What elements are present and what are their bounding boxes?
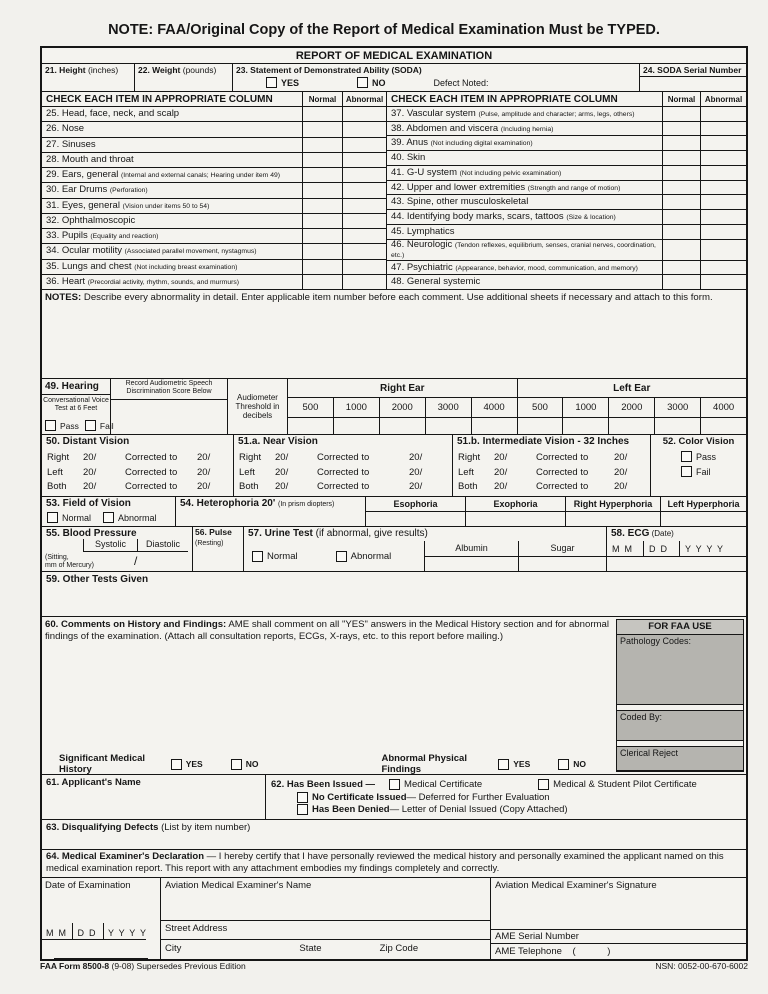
abnormal-check-cell[interactable] xyxy=(342,229,386,243)
item-row-38: 38. Abdomen and viscera (Including hernia) xyxy=(387,121,746,136)
intermediate-vision-label: 51.b. Intermediate Vision - 32 Inches xyxy=(457,436,630,447)
item-row-25: 25. Head, face, neck, and scalp xyxy=(42,107,386,121)
check-table-header xyxy=(42,91,746,106)
item-row-43: 43. Spine, other musculoskeletal xyxy=(387,194,746,209)
normal-check-cell[interactable] xyxy=(302,153,342,167)
notes-label: NOTES: xyxy=(45,292,82,303)
soda-label: 23. Statement of Demonstrated Ability (SODA) xyxy=(236,65,422,75)
freq-header: 2000 xyxy=(608,398,654,417)
color-vision-fail-checkbox[interactable] xyxy=(681,466,692,477)
soda-serial-field[interactable] xyxy=(639,64,746,91)
abnormal-check-cell[interactable] xyxy=(700,195,746,209)
defect-noted-label: Defect Noted: xyxy=(433,77,489,88)
distant-vision-label: 50. Distant Vision xyxy=(46,436,130,447)
normal-check-cell[interactable] xyxy=(662,107,700,121)
form-footer xyxy=(40,961,748,971)
fov-abnormal-checkbox[interactable] xyxy=(103,512,114,523)
exophoria-value-cell[interactable] xyxy=(466,512,565,526)
abnormal-check-cell[interactable] xyxy=(700,225,746,239)
normal-check-cell[interactable] xyxy=(302,168,342,182)
city-label: City xyxy=(165,943,182,954)
hearing-fail-checkbox[interactable] xyxy=(85,420,96,431)
medical-examination-form xyxy=(40,46,748,961)
check-header-left: CHECK EACH ITEM IN APPROPRIATE COLUMN xyxy=(46,93,273,105)
normal-check-cell[interactable] xyxy=(662,210,700,224)
comments-area[interactable]: 60. Comments on History and Findings: AME shall comment on all "YES" answers in the Medical History section and for abnormal findings of the examination. (Attach all consultation reports, ECGs, X-rays, etc. to this report before mailing.) Significant Medical History YES NO Abnormal Physical Findings YES NO xyxy=(42,617,616,774)
abnormal-check-cell[interactable] xyxy=(700,107,746,121)
item-row-41: 41. G-U system (Not including pelvic examination) xyxy=(387,165,746,180)
ecg-day-cell[interactable]: D D xyxy=(644,541,680,556)
disqualifying-defects-label: 63. Disqualifying Defects xyxy=(46,822,159,833)
vitals-section xyxy=(42,526,746,571)
normal-check-cell[interactable] xyxy=(662,136,700,150)
item-row-32: 32. Ophthalmoscopic xyxy=(42,213,386,228)
date-signature-line xyxy=(54,940,148,959)
city-state-zip-row[interactable] xyxy=(161,939,490,959)
ecg-year-cell[interactable]: Y Y Y Y xyxy=(685,543,724,554)
soda-serial-label: 24. SODA Serial Number xyxy=(640,64,746,77)
urine-test-cell: 57. Urine Test (if abnormal, give results) Normal Abnormal Albumin Sugar xyxy=(243,527,606,571)
exam-items-left xyxy=(42,107,386,289)
voice-test-label: Conversational Voice Test at 6 Feet xyxy=(43,397,109,413)
right-hyperphoria-value-cell[interactable] xyxy=(566,512,660,526)
denied-checkbox[interactable] xyxy=(297,804,308,815)
item-row-46: 46. Neurologic (Tendon reflexes, equilibrium, senses, cranial nerves, coordination, etc.) xyxy=(387,239,746,260)
examiner-name-address-cell xyxy=(160,878,490,959)
normal-check-cell[interactable] xyxy=(662,181,700,195)
normal-check-cell[interactable] xyxy=(302,138,342,152)
findings-yes-checkbox[interactable] xyxy=(498,759,509,770)
height-paren: (inches) xyxy=(88,65,119,75)
normal-check-cell[interactable] xyxy=(302,199,342,213)
near-vision-section[interactable]: 51.a. Near Vision Right 20/ Corrected to 20/ Left 20/ Corrected to 20/ Both 20/ Corrected to 20/ xyxy=(233,435,452,496)
exam-month-cell[interactable]: M M xyxy=(42,923,73,939)
soda-yes-label: YES xyxy=(281,77,300,88)
left-hyperphoria-value-cell[interactable] xyxy=(661,512,746,526)
heterophoria-cell[interactable]: 54. Heterophoria 20' (In prism diopters) xyxy=(175,497,365,526)
audiometer-value-cell[interactable] xyxy=(608,418,654,434)
albumin-value-cell[interactable] xyxy=(425,557,518,571)
zip-code-label: Zip Code xyxy=(379,943,419,954)
audiometer-value-cell[interactable] xyxy=(562,418,608,434)
freq-header: 2000 xyxy=(379,398,425,417)
state-label: State xyxy=(299,943,322,954)
date-of-examination-cell xyxy=(42,878,160,959)
abnormal-check-cell[interactable] xyxy=(342,214,386,228)
ecg-label: 58. ECG xyxy=(611,528,650,539)
hearing-pass-checkbox[interactable] xyxy=(45,420,56,431)
weight-paren: (pounds) xyxy=(182,65,217,75)
abnormal-check-cell[interactable] xyxy=(342,244,386,258)
clerical-reject-cell: Clerical Reject xyxy=(616,746,744,771)
form-number: FAA Form 8500-8 xyxy=(40,961,110,971)
audiometer-threshold-label: Audiometer Threshold in decibels xyxy=(227,379,287,434)
declaration-label: 64. Medical Examiner's Declaration xyxy=(46,851,205,862)
field-of-vision-cell: 53. Field of Vision Normal Abnormal xyxy=(42,497,175,526)
urine-abnormal-checkbox[interactable] xyxy=(336,551,347,562)
fields-row-21-24 xyxy=(42,63,746,91)
item-row-45: 45. Lymphatics xyxy=(387,224,746,239)
left-ear-header: Left Ear xyxy=(517,379,747,397)
applicant-issuance-row xyxy=(42,774,746,819)
vision-section xyxy=(42,434,746,496)
color-vision-label: 52. Color Vision xyxy=(662,436,735,447)
notes-section[interactable] xyxy=(42,289,746,378)
abnormal-check-cell[interactable] xyxy=(700,181,746,195)
date-of-examination-label: Date of Examination xyxy=(45,880,131,891)
audiometer-value-cell[interactable] xyxy=(471,418,517,434)
item-row-27: 27. Sinuses xyxy=(42,137,386,152)
exam-items-table xyxy=(42,106,746,289)
has-been-issued-label: 62. Has Been Issued — xyxy=(271,778,376,790)
abnormal-check-cell[interactable] xyxy=(700,166,746,180)
significant-history-label: Significant Medical History xyxy=(59,753,146,775)
normal-check-cell[interactable] xyxy=(302,107,342,121)
pathology-codes-cell: Pathology Codes: xyxy=(616,635,744,705)
abnormal-check-cell[interactable] xyxy=(700,240,746,260)
distant-vision-section[interactable]: 50. Distant Vision Right 20/ Corrected to 20/ Left 20/ Corrected to 20/ Both 20/ Corrected to 20/ xyxy=(42,435,233,496)
item-row-48: 48. General systemic xyxy=(387,274,746,289)
check-header-right: CHECK EACH ITEM IN APPROPRIATE COLUMN xyxy=(391,93,618,105)
audiometer-value-cell[interactable] xyxy=(287,418,333,434)
item-row-30: 30. Ear Drums (Perforation) xyxy=(42,182,386,197)
weight-label: 22. Weight xyxy=(138,65,181,75)
audiometer-value-cell[interactable] xyxy=(700,418,746,434)
blood-pressure-label: 55. Blood Pressure xyxy=(46,528,137,539)
comments-label: 60. Comments on History and Findings: xyxy=(45,619,227,630)
street-address-field[interactable]: Street Address xyxy=(161,920,490,939)
item-row-37: 37. Vascular system (Pulse, amplitude and character; arms, legs, others) xyxy=(387,107,746,121)
normal-check-cell[interactable] xyxy=(302,122,342,136)
sugar-value-cell[interactable] xyxy=(519,557,606,571)
field-of-vision-label: 53. Field of Vision xyxy=(46,498,131,509)
history-no-checkbox[interactable] xyxy=(231,759,242,770)
abnormal-check-cell[interactable] xyxy=(700,122,746,136)
item-row-35: 35. Lungs and chest (Not including breast examination) xyxy=(42,259,386,274)
ame-telephone-field[interactable]: AME Telephone ( ) xyxy=(491,943,746,959)
findings-summary-row: Significant Medical History YES NO Abnormal Physical Findings YES NO xyxy=(59,753,586,775)
abnormal-check-cell[interactable] xyxy=(342,260,386,274)
applicant-name-cell[interactable] xyxy=(42,775,265,819)
item-row-29: 29. Ears, general (Internal and external canals; Hearing under item 49) xyxy=(42,167,386,182)
examiner-signature-cell xyxy=(490,878,746,959)
other-tests-section[interactable] xyxy=(42,571,746,616)
item-row-44: 44. Identifying body marks, scars, tattoos (Size & location) xyxy=(387,209,746,224)
form-header-title: REPORT OF MEDICAL EXAMINATION xyxy=(295,49,493,62)
audiometer-value-cell[interactable] xyxy=(379,418,425,434)
applicant-name-label: 61. Applicant's Name xyxy=(46,777,141,788)
ecg-value-cell[interactable] xyxy=(607,557,746,571)
blood-pressure-cell xyxy=(42,527,192,571)
freq-header: 3000 xyxy=(654,398,700,417)
faa-use-header: FOR FAA USE xyxy=(617,620,743,635)
nsn-number: NSN: 0052-00-670-6002 xyxy=(655,961,748,971)
freq-header: 1000 xyxy=(333,398,379,417)
for-faa-use-box xyxy=(616,619,744,772)
normal-column-header: Normal xyxy=(302,92,342,106)
item-row-33: 33. Pupils (Equality and reaction) xyxy=(42,228,386,243)
urine-normal-checkbox[interactable] xyxy=(252,551,263,562)
freq-header: 4000 xyxy=(700,398,746,417)
freq-header: 4000 xyxy=(471,398,517,417)
right-hyperphoria-column: Right Hyperphoria xyxy=(565,497,660,526)
audiometer-value-cell[interactable] xyxy=(425,418,471,434)
abnormal-check-cell[interactable] xyxy=(342,138,386,152)
right-ear-header: Right Ear xyxy=(287,379,517,397)
blood-pressure-value-cell[interactable]: (Sitting, mm of Mercury) / xyxy=(45,553,138,570)
speech-discrimination-label: Record Audiometric Speech Discrimination Score Below xyxy=(111,379,227,400)
normal-check-cell[interactable] xyxy=(662,240,700,260)
normal-column-header: Normal xyxy=(662,92,700,106)
ame-serial-number-field[interactable]: AME Serial Number xyxy=(491,929,746,943)
item-row-31: 31. Eyes, general (Vision under items 50 to 54) xyxy=(42,198,386,213)
item-row-28: 28. Mouth and throat xyxy=(42,152,386,167)
systolic-header: Systolic xyxy=(83,539,137,551)
albumin-column: Albumin xyxy=(424,541,518,571)
height-label: 21. Height xyxy=(45,65,86,75)
item-row-26: 26. Nose xyxy=(42,121,386,136)
abnormal-findings-label: Abnormal Physical Findings xyxy=(381,753,467,775)
abnormal-check-cell[interactable] xyxy=(342,199,386,213)
notes-instructions: Describe every abnormality in detail. Enter applicable item number before each comment. Use additional sheets if necessary and attach to this form. xyxy=(81,292,713,303)
soda-no-checkbox[interactable] xyxy=(357,77,368,88)
form-edition: (9-08) Supersedes Previous Edition xyxy=(109,961,246,971)
exam-day-cell[interactable]: D D xyxy=(73,923,104,939)
examiner-declaration-section: 64. Medical Examiner's Declaration — I hereby certify that I have personally reviewed the medical history and personally examined the applicant named on this medical examination report. This report with any attachment embodies my findings completely and correctly. Date of Examination M M D D Y Y Y Y Aviation Medical Examiner's Name Street Address City State Zip Code Aviation Medical Examiner's Signature AME Serial Number AME Telephone ( ) xyxy=(42,849,746,959)
weight-field[interactable] xyxy=(134,64,232,91)
abnormal-check-cell[interactable] xyxy=(700,151,746,165)
normal-check-cell[interactable] xyxy=(302,229,342,243)
urine-test-label: 57. Urine Test xyxy=(248,528,313,539)
color-vision-pass-checkbox[interactable] xyxy=(681,451,692,462)
audiometer-value-cell[interactable] xyxy=(333,418,379,434)
intermediate-vision-section[interactable]: 51.b. Intermediate Vision - 32 Inches Right 20/ Corrected to 20/ Left 20/ Corrected to 20/ Both 20/ Corrected to 20/ xyxy=(452,435,650,496)
findings-no-checkbox[interactable] xyxy=(558,759,569,770)
soda-yes-checkbox[interactable] xyxy=(266,77,277,88)
no-certificate-checkbox[interactable] xyxy=(297,792,308,803)
hearing-voice-test: 49. Hearing Conversational Voice Test at 6 Feet Pass Fail xyxy=(43,381,114,431)
hearing-label: 49. Hearing xyxy=(42,379,110,395)
coded-by-cell: Coded By: xyxy=(616,710,744,740)
esophoria-value-cell[interactable] xyxy=(366,512,465,526)
page-title: NOTE: FAA/Original Copy of the Report of Medical Examination Must be TYPED. xyxy=(108,22,660,38)
hearing-section xyxy=(42,378,746,434)
near-vision-label: 51.a. Near Vision xyxy=(238,436,318,447)
normal-check-cell[interactable] xyxy=(662,151,700,165)
student-certificate-checkbox[interactable] xyxy=(538,779,549,790)
item-row-47: 47. Psychiatric (Appearance, behavior, mood, communication, and memory) xyxy=(387,260,746,275)
abnormal-check-cell[interactable] xyxy=(342,153,386,167)
examiner-signature-field[interactable]: Aviation Medical Examiner's Signature xyxy=(495,880,657,891)
freq-header: 1000 xyxy=(562,398,608,417)
abnormal-check-cell[interactable] xyxy=(700,275,746,289)
speech-discrimination-score-cell[interactable] xyxy=(110,379,227,434)
normal-check-cell[interactable] xyxy=(662,166,700,180)
item-row-34: 34. Ocular motility (Associated parallel movement, nystagmus) xyxy=(42,243,386,258)
field-of-vision-section xyxy=(42,496,746,526)
normal-check-cell[interactable] xyxy=(662,195,700,209)
soda-no-label: NO xyxy=(372,77,386,88)
abnormal-check-cell[interactable] xyxy=(342,183,386,197)
abnormal-column-header: Abnormal xyxy=(342,92,386,106)
history-yes-checkbox[interactable] xyxy=(171,759,182,770)
abnormal-check-cell[interactable] xyxy=(700,136,746,150)
normal-check-cell[interactable] xyxy=(302,244,342,258)
soda-field xyxy=(232,64,639,91)
examiner-name-field[interactable]: Aviation Medical Examiner's Name xyxy=(165,880,312,891)
color-vision-section: 52. Color Vision Pass Fail xyxy=(650,435,746,496)
issuance-cell: 62. Has Been Issued — Medical Certificate Medical & Student Pilot Certificate No Certificate Issued — Deferred for Further Evaluation Has Been Denied — Letter of Denial Issued (Copy Attached) xyxy=(265,775,746,819)
audiometer-value-cell[interactable] xyxy=(517,418,563,434)
freq-header: 500 xyxy=(287,398,333,417)
medical-certificate-checkbox[interactable] xyxy=(389,779,400,790)
normal-check-cell[interactable] xyxy=(302,260,342,274)
normal-check-cell[interactable] xyxy=(662,122,700,136)
normal-check-cell[interactable] xyxy=(302,275,342,289)
comments-section xyxy=(42,616,746,774)
fov-normal-checkbox[interactable] xyxy=(47,512,58,523)
pulse-cell[interactable]: 56. Pulse (Resting) xyxy=(192,527,243,571)
item-row-36: 36. Heart (Precordial activity, rhythm, sounds, and murmurs) xyxy=(42,274,386,289)
normal-check-cell[interactable] xyxy=(302,214,342,228)
diastolic-header: Diastolic xyxy=(137,539,188,551)
height-field[interactable] xyxy=(42,64,134,91)
abnormal-check-cell[interactable] xyxy=(342,122,386,136)
abnormal-check-cell[interactable] xyxy=(342,168,386,182)
abnormal-check-cell[interactable] xyxy=(700,261,746,275)
abnormal-check-cell[interactable] xyxy=(342,275,386,289)
item-row-40: 40. Skin xyxy=(387,150,746,165)
other-tests-label: 59. Other Tests Given xyxy=(46,574,149,585)
audiometer-value-cell[interactable] xyxy=(654,418,700,434)
abnormal-check-cell[interactable] xyxy=(700,210,746,224)
exophoria-column: Exophoria xyxy=(465,497,565,526)
freq-header: 500 xyxy=(517,398,563,417)
heterophoria-label: 54. Heterophoria 20' xyxy=(180,498,276,509)
sugar-column: Sugar xyxy=(518,541,606,571)
exam-items-right xyxy=(386,107,746,289)
ecg-cell: 58. ECG (Date) M M D D Y Y Y Y xyxy=(606,527,746,571)
abnormal-check-cell[interactable] xyxy=(342,107,386,121)
normal-check-cell[interactable] xyxy=(662,275,700,289)
disqualifying-defects-section[interactable]: 63. Disqualifying Defects (List by item number) xyxy=(42,819,746,849)
pulse-label: 56. Pulse xyxy=(195,527,232,537)
exam-year-cell[interactable]: Y Y Y Y xyxy=(107,928,146,938)
item-row-39: 39. Anus (Not including digital examination) xyxy=(387,135,746,150)
normal-check-cell[interactable] xyxy=(662,225,700,239)
abnormal-column-header: Abnormal xyxy=(700,92,746,106)
normal-check-cell[interactable] xyxy=(302,183,342,197)
audiometer-table xyxy=(287,379,746,434)
item-row-42: 42. Upper and lower extremities (Strength and range of motion) xyxy=(387,180,746,195)
esophoria-column: Esophoria xyxy=(365,497,465,526)
freq-header: 3000 xyxy=(425,398,471,417)
normal-check-cell[interactable] xyxy=(662,261,700,275)
left-hyperphoria-column: Left Hyperphoria xyxy=(660,497,746,526)
ecg-month-cell[interactable]: M M xyxy=(607,541,644,556)
form-header xyxy=(42,48,746,63)
